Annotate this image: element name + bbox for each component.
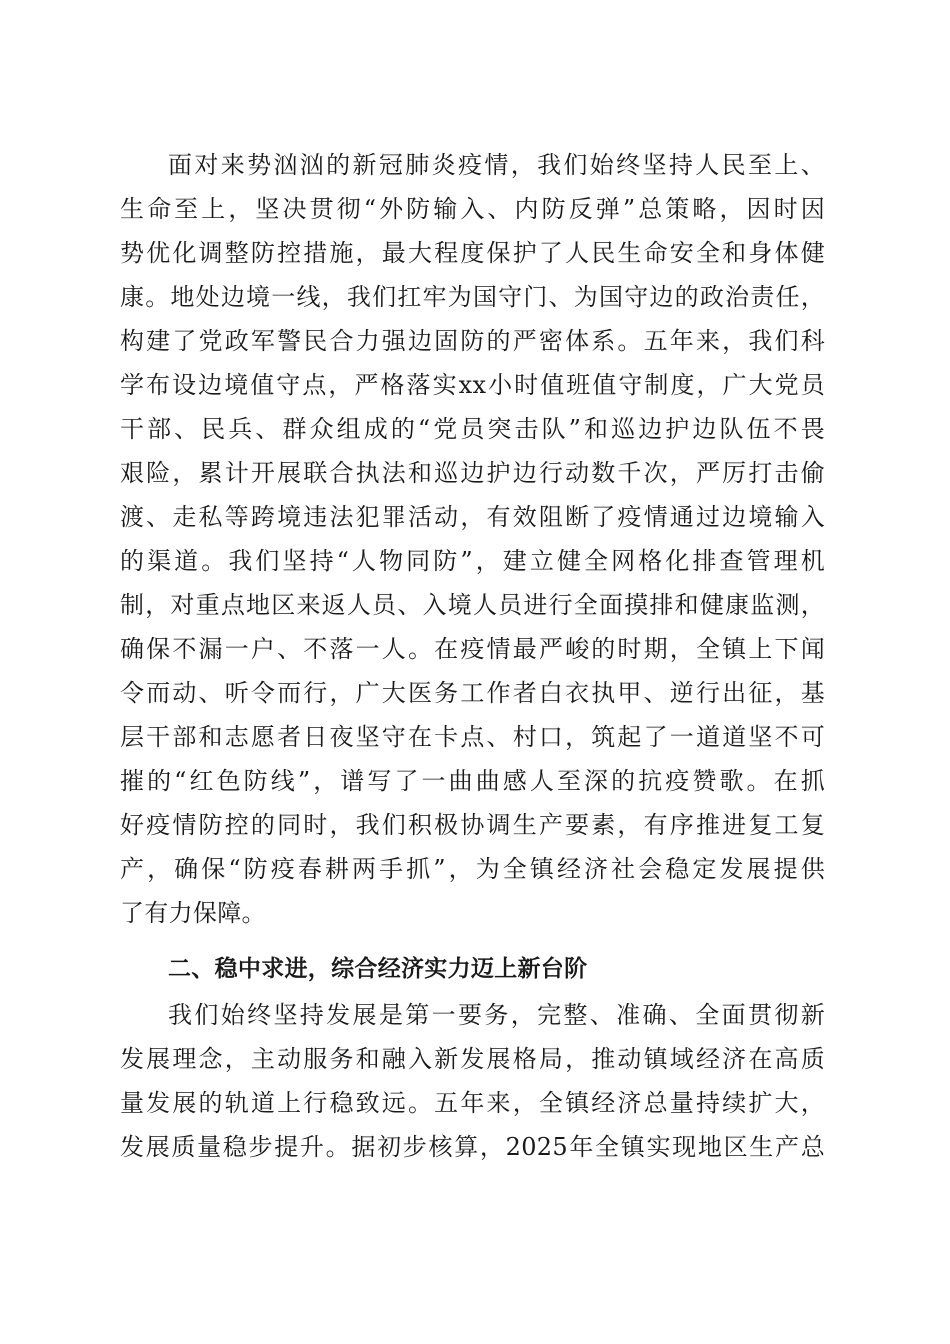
paragraph1-line: 构建了党政军警民合力强边固防的严密体系。五年来，我们科 (120, 327, 825, 355)
paragraph1-line: 生命至上，坚决贯彻“外防输入、内防反弹”总策略，因时因 (120, 195, 825, 223)
paragraph1-line: 摧的“红色防线”，谱写了一曲曲感人至深的抗疫赞歌。在抓 (120, 767, 825, 795)
paragraph1-line: 艰险，累计开展联合执法和巡边护边行动数千次，严厉打击偷 (120, 459, 825, 487)
paragraph2-line: 量发展的轨道上行稳致远。五年来，全镇经济总量持续扩大， (120, 1089, 825, 1117)
paragraph1-line: 确保不漏一户、不落一人。在疫情最严峻的时期，全镇上下闻 (120, 635, 825, 663)
paragraph1-line: 层干部和志愿者日夜坚守在卡点、村口，筑起了一道道坚不可 (120, 723, 825, 751)
paragraph1-line: 康。地处边境一线，我们扛牢为国守门、为国守边的政治责任， (120, 283, 825, 311)
paragraph1-line: 学布设边境值守点，严格落实xx小时值班值守制度，广大党员 (120, 371, 825, 399)
section-heading: 二、稳中求进，综合经济实力迈上新台阶 (168, 956, 588, 982)
paragraph2-line: 发展理念，主动服务和融入新发展格局，推动镇域经济在高质 (120, 1045, 825, 1073)
paragraph2-line: 我们始终坚持发展是第一要务，完整、准确、全面贯彻新 (168, 1001, 825, 1029)
paragraph1-line: 渡、走私等跨境违法犯罪活动，有效阻断了疫情通过边境输入 (120, 503, 825, 531)
paragraph1-line: 制，对重点地区来返人员、入境人员进行全面摸排和健康监测， (120, 591, 825, 619)
paragraph1-line: 产，确保“防疫春耕两手抓”，为全镇经济社会稳定发展提供 (120, 855, 825, 883)
paragraph1-line: 干部、民兵、群众组成的“党员突击队”和巡边护边队伍不畏 (120, 415, 825, 443)
paragraph1-line: 令而动、听令而行，广大医务工作者白衣执甲、逆行出征，基 (120, 679, 825, 707)
paragraph2-line: 发展质量稳步提升。据初步核算，2025年全镇实现地区生产总 (120, 1133, 825, 1161)
paragraph1-line: 的渠道。我们坚持“人物同防”，建立健全网格化排查管理机 (120, 547, 825, 575)
paragraph1-line: 了有力保障。 (120, 899, 266, 927)
paragraph1-line: 好疫情防控的同时，我们积极协调生产要素，有序推进复工复 (120, 811, 825, 839)
paragraph1-line: 面对来势汹汹的新冠肺炎疫情，我们始终坚持人民至上、 (168, 151, 825, 179)
paragraph1-line: 势优化调整防控措施，最大程度保护了人民生命安全和身体健 (120, 239, 825, 267)
